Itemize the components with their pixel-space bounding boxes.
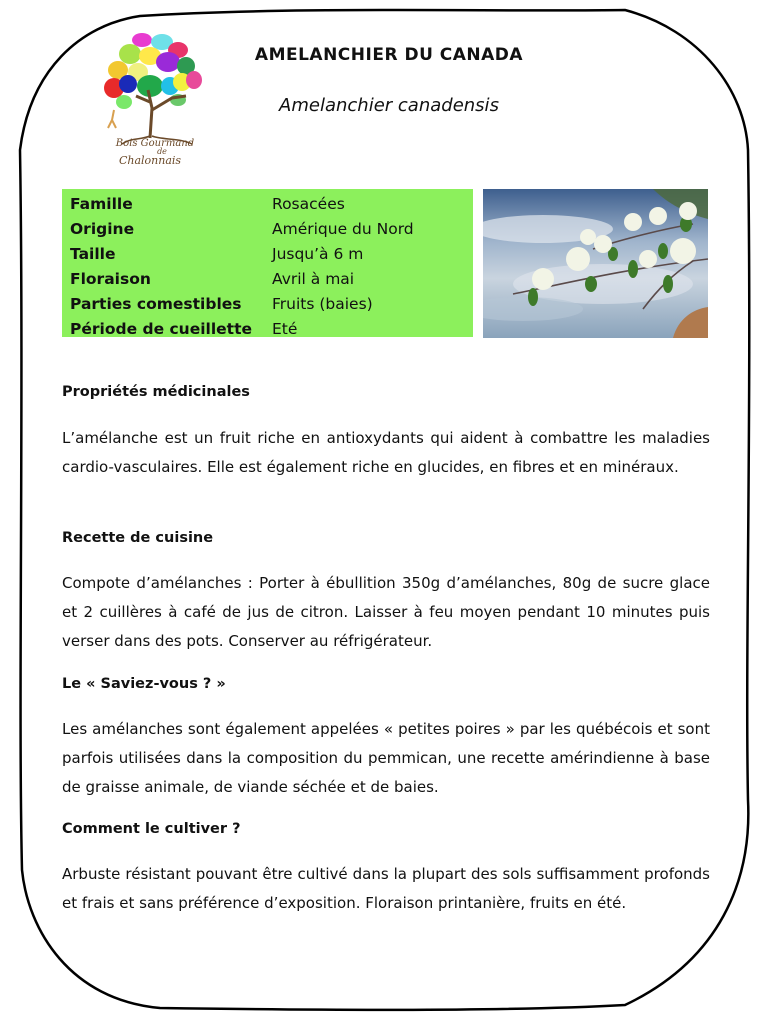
- info-row-parties-comestibles: [70, 291, 473, 316]
- info-value: Rosacées: [272, 194, 345, 213]
- bois-gourmand-logo: [100, 28, 210, 166]
- page-title: AMELANCHIER DU CANADA: [254, 45, 524, 65]
- logo-text-line1: Bois Gourmand: [115, 138, 195, 149]
- section-body-proprietes: L’amélanche est un fruit riche en antioxydants qui aident à combattre les maladies cardio-vasculaires. Elle est également riche en glucides, en fibres et en minéraux.: [62, 429, 710, 476]
- section-body-culture: Arbuste résistant pouvant être cultivé dans la plupart des sols suffisamment profonds et frais et sans préférence d’exposition. Floraison printanière, fruits en été.: [62, 865, 710, 912]
- info-value: Eté: [272, 319, 298, 338]
- info-label: Origine: [70, 219, 135, 238]
- child-figure: [108, 110, 116, 128]
- scientific-name: Amelanchier canadensis: [279, 95, 499, 116]
- tree-foliage: [104, 33, 202, 109]
- info-value: Fruits (baies): [272, 294, 373, 313]
- section-title-saviez-vous: Le « Saviez-vous ? »: [62, 676, 226, 692]
- info-label: Famille: [70, 194, 133, 213]
- section-body-saviez-vous: Les amélanches sont également appelées « petites poires » par les québécois et sont parfois utilisées dans la composition du pemmican, une recette amérindienne à base de graisse animale, de viande séchée et de baies.: [62, 720, 710, 796]
- info-value: Jusqu’à 6 m: [272, 244, 364, 263]
- info-value: Avril à mai: [272, 269, 355, 288]
- logo-text-line3: Chalonnais: [118, 154, 182, 166]
- section-body-recette: Compote d’amélanches : Porter à ébullition 350g d’amélanches, 80g de sucre glace et 2 cuillères à café de jus de citron. Laisser à feu moyen pendant 10 minutes puis verser dans des pots. Conserver au réfrigérateur.: [62, 574, 710, 650]
- info-label: Période de cueillette: [70, 319, 253, 338]
- info-label: Parties comestibles: [70, 294, 242, 313]
- info-value: Amérique du Nord: [272, 219, 414, 238]
- info-row-floraison: [70, 266, 473, 291]
- info-row-famille: [70, 191, 473, 216]
- logo-text-line2: de: [157, 147, 167, 156]
- section-title-proprietes: Propriétés médicinales: [62, 384, 250, 400]
- info-row-periode-cueillette: [70, 316, 473, 341]
- plant-info-table: [62, 189, 473, 337]
- tree-trunk: [122, 90, 192, 144]
- info-label: Floraison: [70, 269, 151, 288]
- info-row-taille: [70, 241, 473, 266]
- section-title-recette: Recette de cuisine: [62, 530, 214, 546]
- info-label: Taille: [70, 244, 116, 263]
- section-title-culture: Comment le cultiver ?: [62, 821, 241, 837]
- amelanchier-blossom-photo: [483, 189, 708, 338]
- info-row-origine: [70, 216, 473, 241]
